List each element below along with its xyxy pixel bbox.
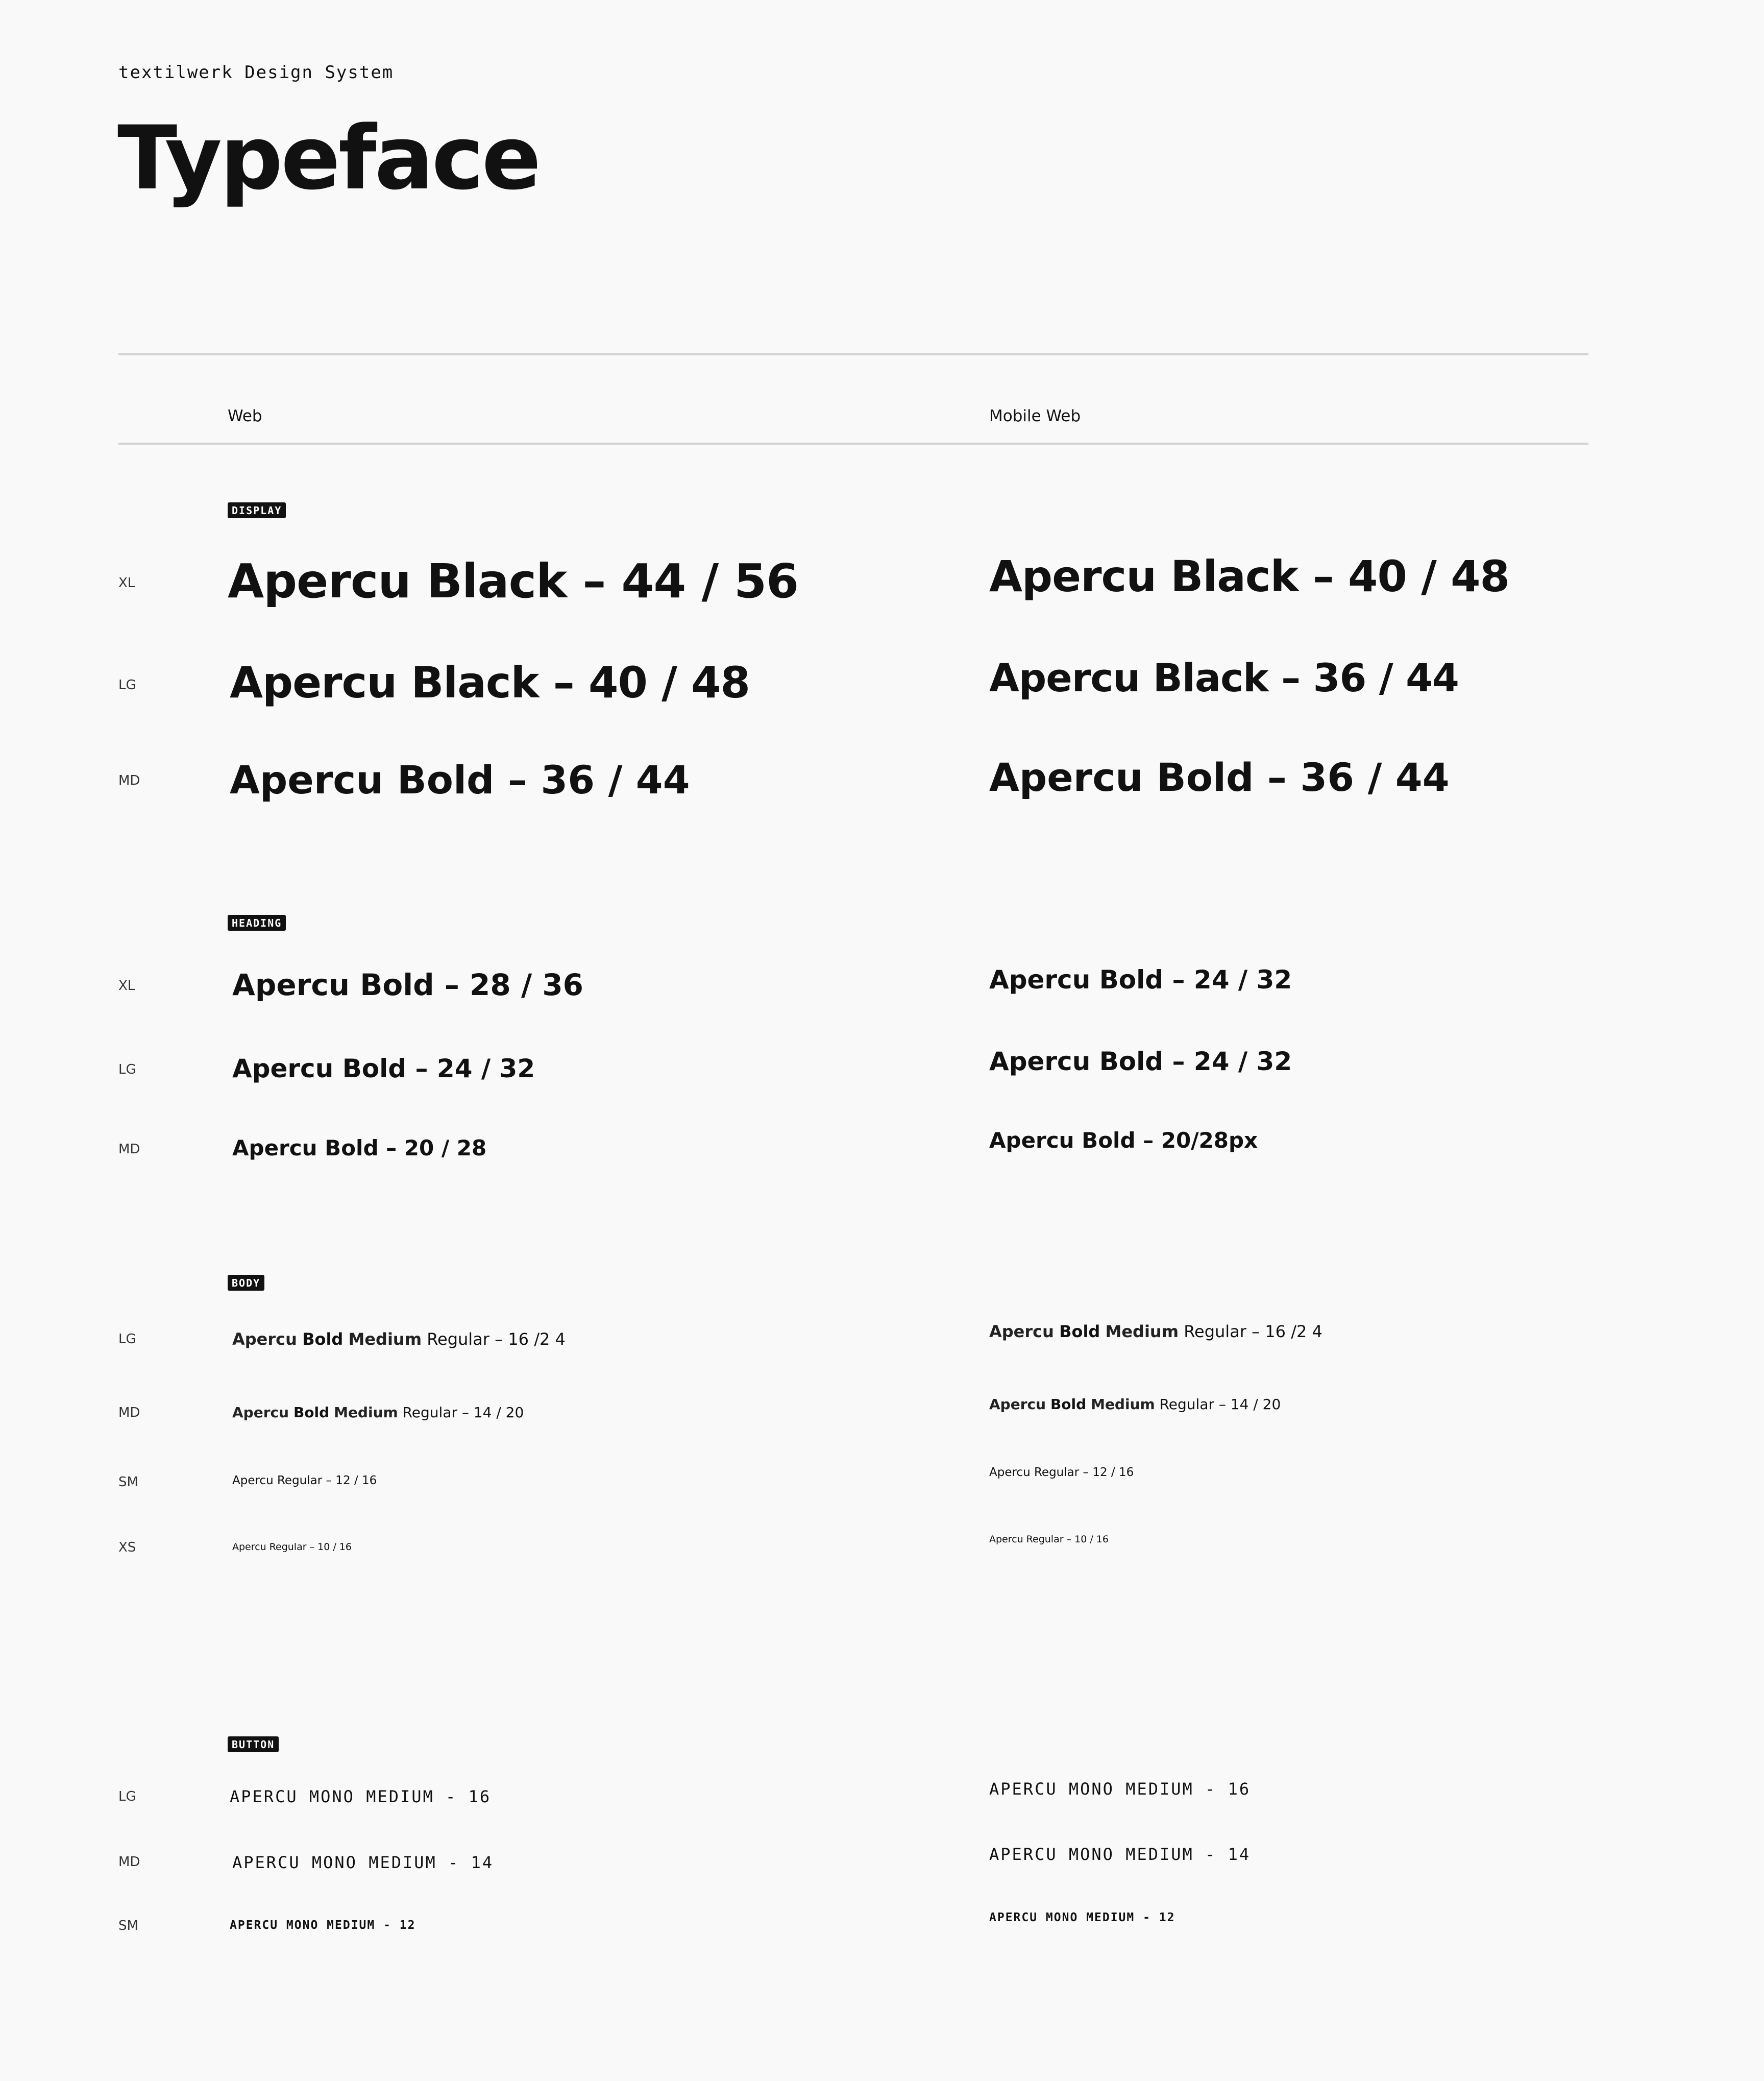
heading-md-web: Apercu Bold – 20 / 28 <box>232 1135 487 1160</box>
column-header-web: Web <box>228 407 262 425</box>
display-lg-mobile: Apercu Black – 36 / 44 <box>989 655 1459 700</box>
heading-md-mobile: Apercu Bold – 20/28px <box>989 1128 1258 1153</box>
display-md-web: Apercu Bold – 36 / 44 <box>230 757 690 803</box>
button-md-mobile: APERCU MONO MEDIUM - 14 <box>989 1845 1251 1864</box>
heading-xl-web: Apercu Bold – 28 / 36 <box>232 967 584 1002</box>
size-label: LG <box>118 1789 136 1804</box>
display-xl-mobile: Apercu Black – 40 / 48 <box>989 551 1509 601</box>
body-xs-web: Apercu Regular – 10 / 16 <box>232 1541 352 1553</box>
body-sm-web: Apercu Regular – 12 / 16 <box>232 1474 377 1487</box>
body-sm-mobile: Apercu Regular – 12 / 16 <box>989 1466 1134 1479</box>
size-label: MD <box>118 773 140 788</box>
section-tag-display: DISPLAY <box>228 502 286 518</box>
display-md-mobile: Apercu Bold – 36 / 44 <box>989 755 1450 800</box>
button-md-web: APERCU MONO MEDIUM - 14 <box>232 1853 494 1872</box>
divider-top <box>118 353 1588 355</box>
heading-xl-mobile: Apercu Bold – 24 / 32 <box>989 965 1292 995</box>
body-md-web: Apercu Bold Medium Regular – 14 / 20 <box>232 1404 524 1421</box>
size-label: MD <box>118 1405 140 1420</box>
button-sm-web: APERCU MONO MEDIUM - 12 <box>230 1919 416 1932</box>
size-label: XS <box>118 1540 136 1555</box>
display-xl-web: Apercu Black – 44 / 56 <box>228 554 799 609</box>
column-header-mobile: Mobile Web <box>989 407 1081 425</box>
section-tag-heading: HEADING <box>228 915 286 931</box>
size-label: SM <box>118 1474 138 1490</box>
size-label: MD <box>118 1854 140 1870</box>
section-tag-body: BODY <box>228 1275 264 1291</box>
section-tag-button: BUTTON <box>228 1736 279 1752</box>
size-label: XL <box>118 978 135 994</box>
size-label: LG <box>118 677 136 693</box>
heading-lg-web: Apercu Bold – 24 / 32 <box>232 1054 535 1083</box>
size-label: MD <box>118 1142 140 1157</box>
body-lg-web: Apercu Bold Medium Regular – 16 /2 4 <box>232 1329 566 1349</box>
size-label: SM <box>118 1918 138 1933</box>
body-lg-mobile: Apercu Bold Medium Regular – 16 /2 4 <box>989 1322 1322 1341</box>
size-label: LG <box>118 1062 136 1077</box>
body-md-mobile: Apercu Bold Medium Regular – 14 / 20 <box>989 1396 1281 1413</box>
size-label: LG <box>118 1332 136 1347</box>
button-sm-mobile: APERCU MONO MEDIUM - 12 <box>989 1911 1175 1924</box>
heading-lg-mobile: Apercu Bold – 24 / 32 <box>989 1047 1292 1076</box>
button-lg-mobile: APERCU MONO MEDIUM - 16 <box>989 1779 1251 1799</box>
display-lg-web: Apercu Black – 40 / 48 <box>230 658 750 708</box>
brand-label: textilwerk Design System <box>118 62 394 83</box>
divider-bottom <box>118 443 1588 445</box>
page-title: Typeface <box>117 107 540 209</box>
button-lg-web: APERCU MONO MEDIUM - 16 <box>230 1787 492 1806</box>
body-xs-mobile: Apercu Regular – 10 / 16 <box>989 1534 1109 1545</box>
size-label: XL <box>118 575 135 591</box>
